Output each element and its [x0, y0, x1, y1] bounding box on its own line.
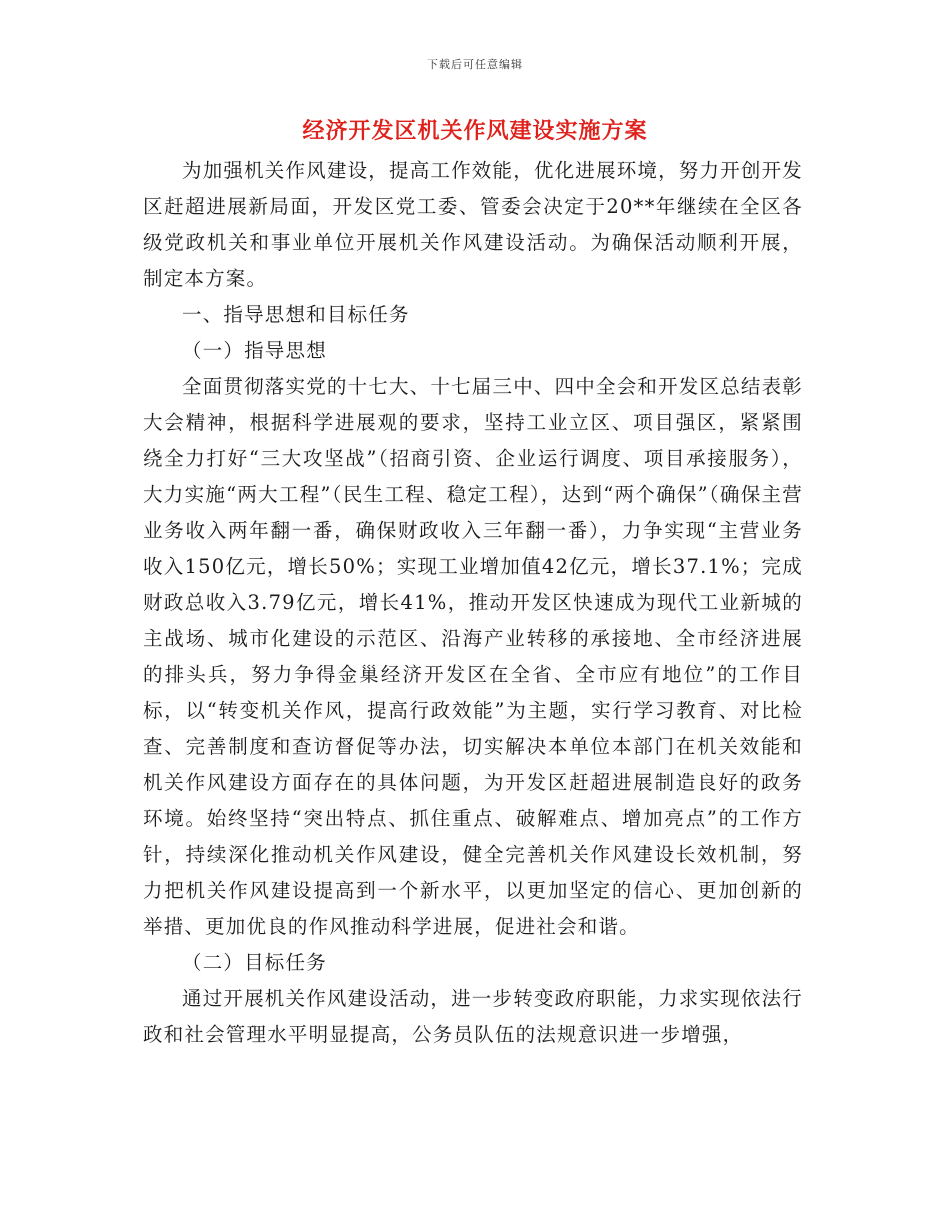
subsection-heading-2: （二）目标任务 — [182, 951, 327, 974]
document-title: 经济开发区机关作风建设实施方案 — [302, 118, 648, 144]
intro-paragraph: 为加强机关作风建设，提高工作效能，优化进展环境，努力开创开发区赶超进展新局面，开发区党工委、管委会决定于20**年继续在全区各级党政机关和事业单位开展机关作风建设活动。为确保活动顺利开展，制定本方案。 — [143, 159, 804, 290]
subsection-heading-1: （一）指导思想 — [182, 339, 327, 362]
subsection-body-1: 全面贯彻落实党的十七大、十七届三中、四中全会和开发区总结表彰大会精神，根据科学进展观的要求，坚持工业立区、项目强区，紧紧围绕全力打好“三大攻坚战”（招商引资、企业运行调度、项目承接服务），大力实施“两大工程”（民生工程、稳定工程），达到“两个确保”（确保主营业务收入两年翻一番，确保财政收入三年翻一番），力争实现“主营业务收入150亿元，增长50%；实现工业增加值42亿元，增长37.1%；完成财政总收入3.79亿元，增长41%，推动开发区快速成为现代工业新城的主战场、城市化建设的示范区、沿海产业转移的承接地、全市经济进展的排头兵，努力争得金巢经济开发区在全省、全市应有地位”的工作目标，以“转变机关作风，提高行政效能”为主题，实行学习教育、对比检查、完善制度和查访督促等办法，切实解决本单位本部门在机关效能和机关作风建设方面存在的具体问题，为开发区赶超进展制造良好的政务环境。始终坚持“突出特点、抓住重点、破解难点、增加亮点”的工作方针，持续深化推动机关作风建设，健全完善机关作风建设长效机制，努力把机关作风建设提高到一个新水平，以更加坚定的信心、更加创新的举措、更加优良的作风推动科学进展，促进社会和谐。 — [143, 375, 804, 938]
section-heading-1: 一、指导思想和目标任务 — [182, 303, 410, 326]
subsection-body-2: 通过开展机关作风建设活动，进一步转变政府职能，力求实现依法行政和社会管理水平明显提高，公务员队伍的法规意识进一步增强， — [143, 987, 804, 1046]
page-header-note: 下载后可任意编辑 — [427, 58, 523, 71]
document-body — [143, 153, 803, 1053]
